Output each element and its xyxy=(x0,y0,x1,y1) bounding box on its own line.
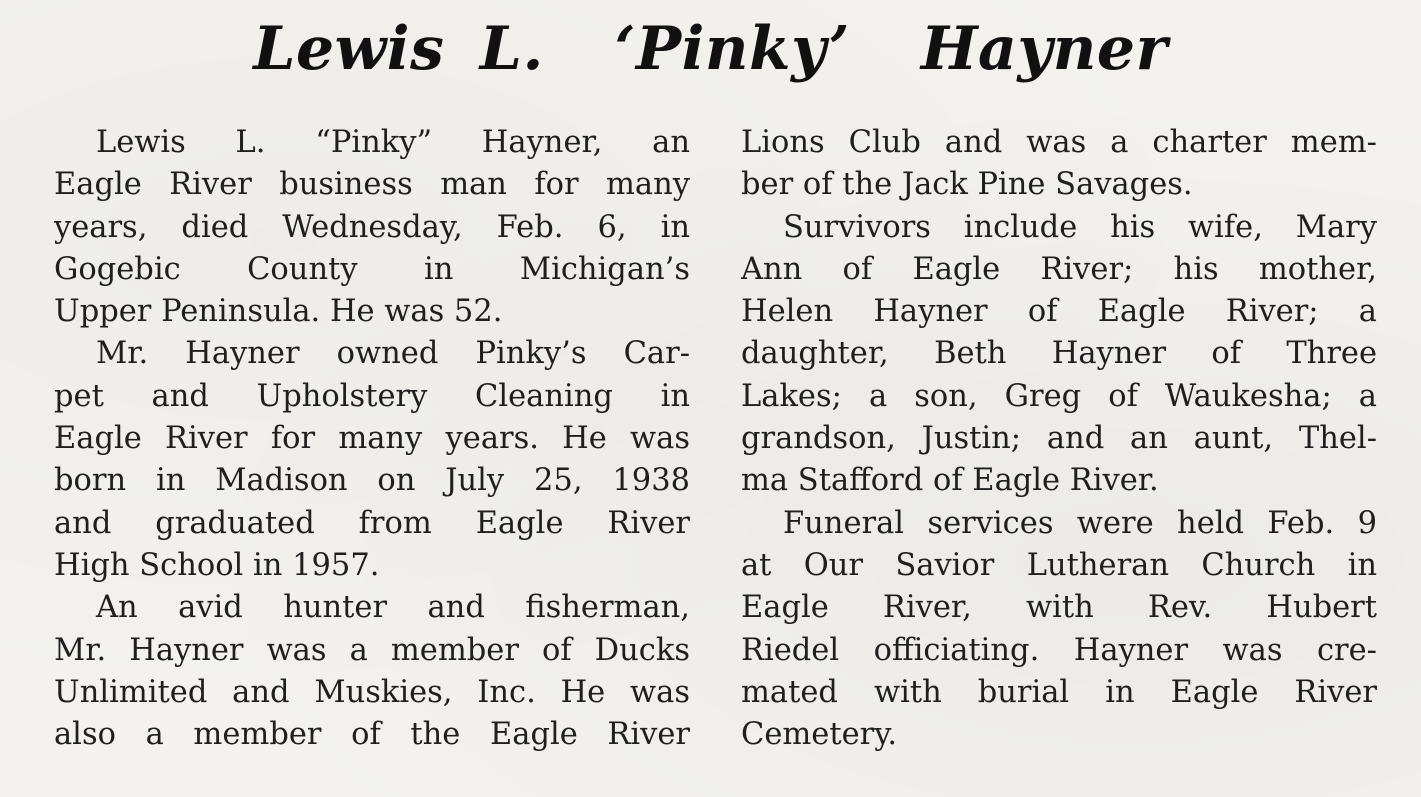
text-line: Cemetery. xyxy=(741,717,898,753)
text-line: High School in 1957. xyxy=(54,547,380,583)
text-line: mated with burial in Eagle River xyxy=(741,674,1377,710)
text-line: pet and Upholstery Cleaning in xyxy=(54,378,690,414)
left-text-column xyxy=(54,122,690,756)
text-line: Gogebic County in Michigan’s xyxy=(54,251,690,287)
text-line: ber of the Jack Pine Savages. xyxy=(741,167,1193,203)
text-line: also a member of the Eagle River xyxy=(54,717,690,753)
text-line: ma Stafford of Eagle River. xyxy=(741,463,1159,499)
text-line: Eagle River for many years. He was xyxy=(54,421,690,457)
text-line: and graduated from Eagle River xyxy=(54,505,690,541)
text-line: Riedel officiating. Hayner was cre- xyxy=(741,632,1377,668)
text-line: Mr. Hayner owned Pinky’s Car- xyxy=(96,336,690,372)
right-text-column xyxy=(741,122,1377,756)
text-line: at Our Savior Lutheran Church in xyxy=(741,547,1377,583)
text-line: Unlimited and Muskies, Inc. He was xyxy=(54,674,690,710)
text-line: Funeral services were held Feb. 9 xyxy=(783,505,1377,541)
text-line: Lakes; a son, Greg of Waukesha; a xyxy=(741,378,1377,414)
text-line: Upper Peninsula. He was 52. xyxy=(54,294,503,330)
text-line: Eagle River business man for many xyxy=(54,167,690,203)
text-line: born in Madison on July 25, 1938 xyxy=(54,463,690,499)
text-line: Lewis L. “Pinky” Hayner, an xyxy=(96,125,690,160)
text-line: Survivors include his wife, Mary xyxy=(783,209,1377,245)
text-line: daughter, Beth Hayner of Three xyxy=(741,336,1377,372)
obituary-headline: Lewis L. ‘Pinky’ Hayner xyxy=(253,14,1168,84)
text-line: An avid hunter and fisherman, xyxy=(96,590,690,626)
text-line: grandson, Justin; and an aunt, Thel- xyxy=(741,421,1377,457)
text-line: Ann of Eagle River; his mother, xyxy=(741,251,1377,287)
text-line: Mr. Hayner was a member of Ducks xyxy=(54,632,690,668)
text-line: Eagle River, with Rev. Hubert xyxy=(741,590,1377,626)
text-line: Lions Club and was a charter mem- xyxy=(741,125,1377,160)
text-line: Helen Hayner of Eagle River; a xyxy=(741,294,1377,330)
text-line: years, died Wednesday, Feb. 6, in xyxy=(54,209,690,245)
